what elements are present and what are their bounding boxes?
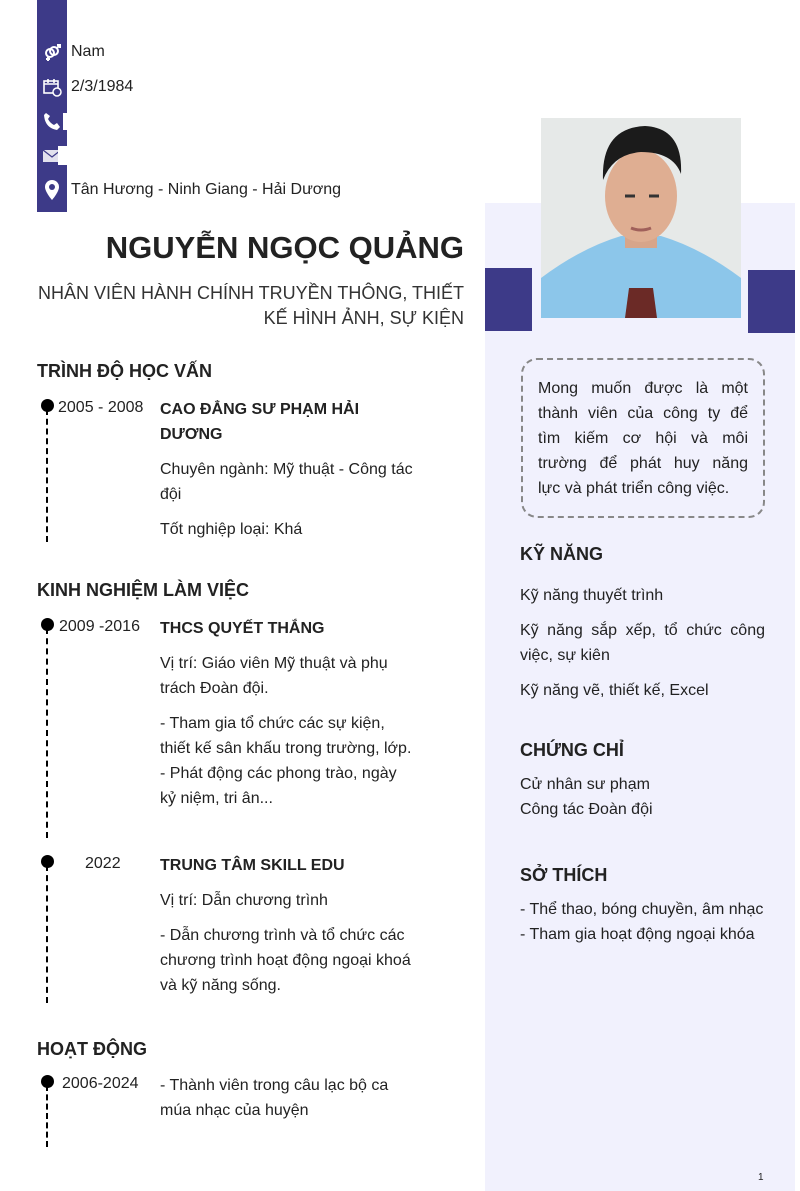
objective-line: tìm kiếm cơ hội và môi — [538, 430, 748, 447]
decor-square-right — [748, 270, 795, 333]
skill-item: Kỹ năng vẽ, thiết kế, Excel — [520, 682, 709, 699]
certificate-item: Cử nhân sư phạm — [520, 776, 650, 793]
item-line: Chuyên ngành: Mỹ thuật - Công tác đội — [160, 461, 413, 503]
candidate-name: NGUYỄN NGỌC QUẢNG — [105, 230, 464, 265]
timeline-line — [46, 628, 48, 838]
objective-line: trường để phát huy năng — [538, 455, 748, 472]
hobbies-heading: SỞ THÍCH — [520, 865, 608, 885]
item-line: Vị trí: Dẫn chương trình — [160, 892, 328, 909]
birthday-text: 2/3/1984 — [71, 78, 134, 95]
timeline-line — [46, 1085, 48, 1147]
certificates-list — [520, 772, 765, 822]
location-pin-icon — [37, 179, 67, 201]
objective-line: Mong muốn được là một — [538, 380, 748, 397]
profile-photo — [541, 118, 741, 318]
education-item — [37, 397, 437, 542]
item-title: TRUNG TÂM SKILL EDU — [160, 857, 345, 874]
timeline-line — [46, 865, 48, 1003]
job-title — [24, 281, 464, 331]
objective-line: thành viên của công ty để — [538, 405, 748, 422]
career-objective — [521, 358, 765, 518]
timeline-line — [46, 409, 48, 542]
item-line: - Phát động các phong trào, ngày kỷ niệm, tri ân... — [160, 765, 397, 807]
contact-address — [37, 175, 341, 205]
contact-birthday — [37, 72, 133, 102]
skills-list — [520, 583, 765, 703]
address-text: Tân Hương - Ninh Giang - Hải Dương — [71, 181, 342, 198]
skill-item: Kỹ năng thuyết trình — [520, 587, 664, 604]
calendar-icon — [37, 77, 67, 97]
item-body — [160, 616, 415, 811]
decor-square-left — [485, 268, 532, 331]
certificates-heading: CHỨNG CHỈ — [520, 740, 624, 760]
item-body — [160, 853, 415, 998]
hobby-item: - Tham gia hoạt động ngoại khóa — [520, 926, 755, 943]
item-date: 2005 - 2008 — [58, 399, 144, 416]
item-date: 2009 -2016 — [59, 618, 140, 635]
contact-gender — [37, 37, 105, 67]
item-body — [160, 1073, 415, 1123]
hobby-item: - Thể thao, bóng chuyền, âm nhạc — [520, 901, 764, 918]
item-body — [160, 397, 415, 542]
phone-redaction — [63, 113, 68, 130]
item-line: - Dẫn chương trình và tổ chức các chương trình hoạt động ngoại khoá và kỹ năng sống. — [160, 927, 411, 994]
skill-item: Kỹ năng sắp xếp, tổ chức công việc, sự kiên — [520, 622, 765, 664]
page-number: 1 — [758, 1172, 764, 1183]
item-line: Tốt nghiệp loại: Khá — [160, 521, 303, 538]
gender-text: Nam — [71, 43, 105, 60]
item-line: - Tham gia tổ chức các sự kiện, thiết kế sân khấu trong trường, lớp. — [160, 715, 412, 757]
activity-item — [37, 1073, 437, 1148]
education-heading: TRÌNH ĐỘ HỌC VẤN — [37, 361, 212, 381]
job-title-line: KẾ HÌNH ẢNH, SỰ KIỆN — [263, 308, 464, 328]
item-line: - Thành viên trong câu lạc bộ ca múa nhạc của huyện — [160, 1077, 389, 1119]
skills-heading: KỸ NĂNG — [520, 544, 604, 564]
hobbies-list — [520, 897, 765, 947]
email-redaction — [58, 146, 68, 165]
experience-heading: KINH NGHIỆM LÀM VIỆC — [37, 580, 250, 600]
experience-item — [37, 853, 437, 1003]
activities-heading: HOẠT ĐỘNG — [37, 1039, 147, 1059]
gender-icon — [37, 42, 67, 62]
experience-item — [37, 616, 437, 841]
objective-line: lực và phát triển công việc. — [538, 480, 730, 497]
item-title: CAO ĐẲNG SƯ PHẠM HẢI DƯƠNG — [160, 401, 360, 443]
item-line: Vị trí: Giáo viên Mỹ thuật và phụ trách Đoàn đội. — [160, 655, 388, 697]
item-title: THCS QUYẾT THẮNG — [160, 620, 325, 637]
job-title-line: NHÂN VIÊN HÀNH CHÍNH TRUYỀN THÔNG, THIẾT — [37, 283, 464, 303]
item-date: 2022 — [85, 855, 121, 872]
certificate-item: Công tác Đoàn đội — [520, 801, 653, 818]
item-date: 2006-2024 — [62, 1075, 139, 1092]
